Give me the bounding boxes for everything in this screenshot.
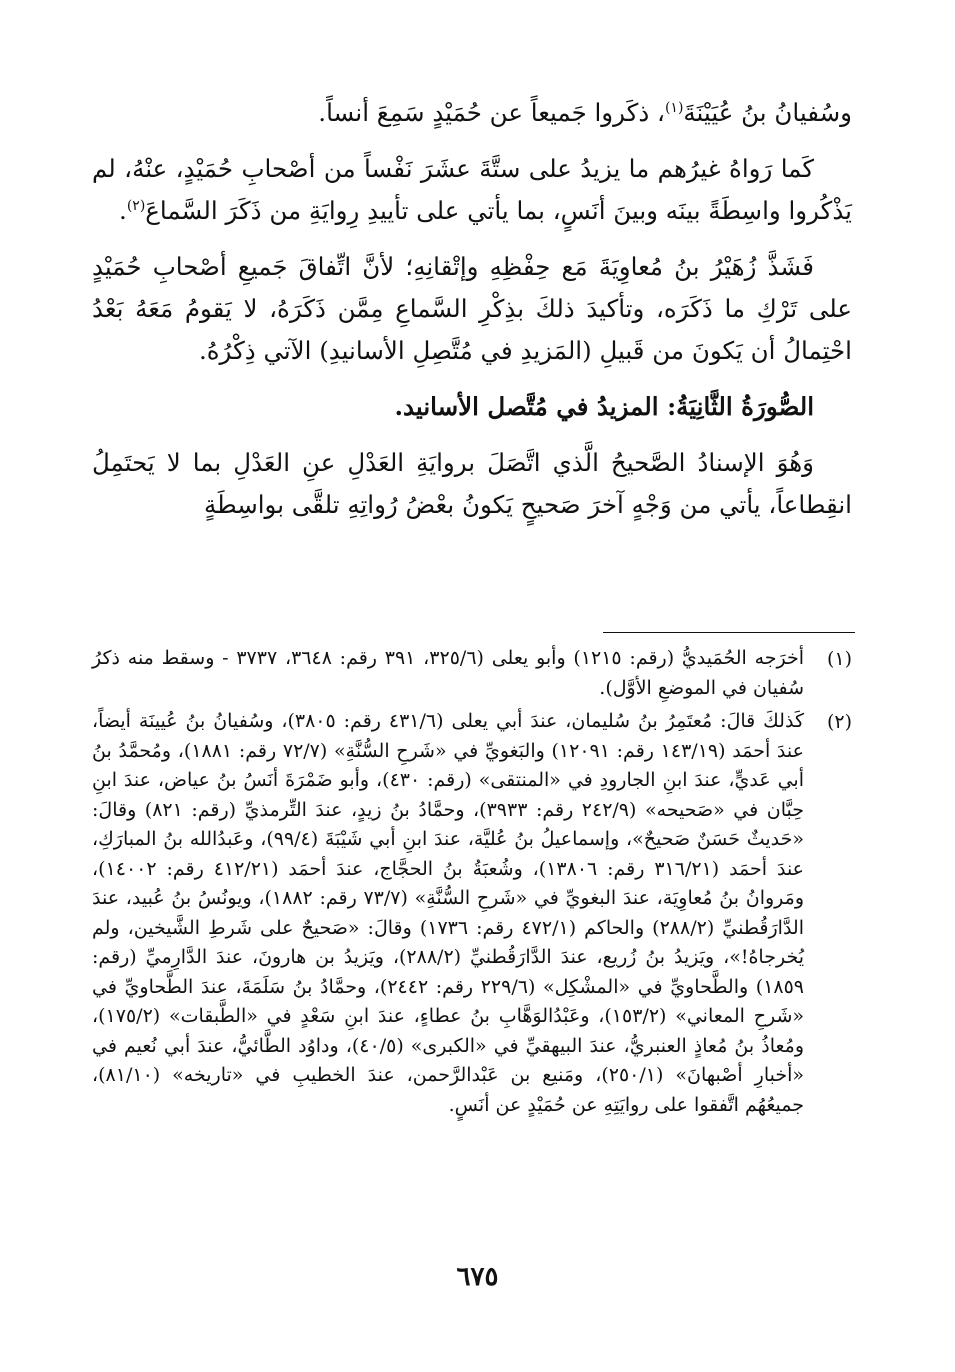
paragraph-2-tail: . <box>119 196 127 225</box>
footnote-1-number: (١) <box>826 648 852 670</box>
paragraph-1-tail: ، ذكَروا جَميعاً عن حُمَيْدٍ سَمِعَ أنساً. <box>318 98 665 127</box>
paragraph-3: فَشَذَّ زُهَيْرُ بنُ مُعاوِيَةَ مَع حِفْظِهِ وإتْقانِهِ؛ لأنَّ اتِّفاقَ جَميعِ أصْحابِ حُمَيْدٍ على تَرْكِ ما ذَكَرَه، وتأكيدَ ذلكَ بذِكْرِ السَّماعِ مِمَّن ذَكَرَهُ، لا يَقومُ مَعَهُ بَعْدُ احْتِمالُ أن يَكونَ من قَبيلِ (المَزيدِ في مُتَّصِلِ الأسانيدِ) الآتي ذِكْرُهُ. <box>92 252 852 365</box>
main-text <box>92 92 852 526</box>
paragraph-1-text: وسُفيانُ بنُ عُيَيْنَةَ <box>683 98 852 127</box>
paragraph-2-text: كَما رَواهُ غيرُهم ما يزيدُ على ستَّةَ عشَرَ نَفْساً من أصْحابِ حُمَيْدٍ، عنْهُ، لم يَذْكُروا واسِطَةً بينَه وبينَ أنَسٍ، بما يأتي على تأييدِ رِوايَةِ من ذَكَرَ السَّماعَ <box>92 154 852 225</box>
footnote-1-text: أخرَجه الحُمَيديُّ (رقم: ١٢١٥) وأبو يعلى (٣٢٥/٦، ٣٩١ رقم: ٣٦٤٨، ٣٧٣٧ - وسقط منه ذكرُ سُفيان في الموضعِ الأوَّل). <box>92 647 805 699</box>
footnote-divider <box>603 632 855 633</box>
footnote-2-text: كَذلكَ قالَ: مُعتَمِرُ بنُ سُليمان، عندَ أبي يعلى (٤٣١/٦ رقم: ٣٨٠٥)، وسُفيانُ بنُ عُيينَة أيضاً، عندَ أحمَد (١٤٣/١٩ رقم: ١٢٠٩١) والبَغويِّ في «شَرحِ السُّنَّةِ» (٧٢/٧ رقم: ١٨٨١)، ومُحمَّدُ بنُ أبي عَديٍّ، عندَ ابنِ الجارودِ في «المنتقى» (رقم: ٤٣٠)، وأبو ضَمْرَةَ أنَسُ بنُ عياض، عندَ ابنِ حِبَّان في «صَحيحه» (٢٤٢/٩ رقم: ٣٩٣٣)، وحمَّادُ بنُ زيدٍ، عندَ التِّرمذيِّ (رقم: ٨٢١) وقالَ: «حَديثٌ حَسَنٌ صَحيحٌ»، وإسماعيلُ بنُ عُليَّة، عندَ ابنِ أبي شَيْبَةَ (٩٩/٤)، وعَبدُالله بنُ المبارَكِ، عندَ أحمَد (٣١٦/٢١ رقم: ١٣٨٠٦)، وشُعبَةُ بنُ الحجَّاج، عندَ أحمَد (٤١٢/٢١ رقم: ١٤٠٠٢)، ومَروانُ بنُ مُعاوِيَة، عندَ البغويِّ في «شَرحِ السُّنَّةِ» (٧٣/٧ رقم: ١٨٨٢)، ويونُسُ بنُ عُبيد، عندَ الدَّارَقُطنيِّ (٢٨٨/٢) والحاكم (٤٧٢/١ رقم: ١٧٣٦) وقالَ: «صَحيحٌ على شَرطِ الشَّيخين، ولم يُخرجاهُ!»، ويَزيدُ بنُ زُريع، عندَ الدَّارَقُطنيِّ (٢٨٨/٢)، ويَزيدُ بن هارونَ، عندَ الدَّارِميِّ (رقم: ١٨٥٩) والطَّحاويِّ في «المشْكِل» (٢٢٩/٦ رقم: ٢٤٤٢)، وحمَّادُ بنُ سَلَمَةَ، عندَ الطَّحاويِّ في «شَرحِ المعاني» (١٥٣/٢)، وعَبْدُالوَهَّابِ بنُ عطاءٍ، عندَ ابنِ سَعْدٍ في «الطَّبقات» (١٧٥/٢)، ومُعاذُ بنُ مُعاذٍ العنبريُّ، عندَ البيهقيِّ في «الكبرى» (٤٠/٥)، وداوُد الطَّائيُّ، عندَ أبي نُعيم في «أخبارِ أصْبهانَ» (٢٥٠/١)، ومَنيع بن عَبْدالرَّحمن، عندَ الخطيبِ في «تاريخه» (٨١/١٠)، جميعُهُم اتَّفقوا على روايَتِهِ عن حُمَيْدٍ عن أنَسٍ. <box>92 710 805 1116</box>
section-heading: الصُّورَةُ الثَّانِيَةُ: المزيدُ في مُتَّصل الأسانيد. <box>394 392 814 421</box>
paragraph-1 <box>92 92 852 134</box>
footnote-2 <box>92 707 852 1120</box>
footnote-1 <box>92 644 852 703</box>
page-number: ٦٧٥ <box>456 1262 499 1292</box>
footnote-2-number: (٢) <box>826 711 852 733</box>
footnotes <box>92 644 852 1124</box>
footnote-ref-1[interactable]: (١) <box>664 99 684 116</box>
paragraph-2 <box>92 148 852 232</box>
footnote-ref-2[interactable]: (٢) <box>126 197 146 214</box>
paragraph-4: وَهُوَ الإسنادُ الصَّحيحُ الَّذي اتَّصَلَ بروايَةِ العَدْلِ عنِ العَدْلِ بما لا يَحتَمِلُ انقِطاعاً، يأتي من وَجْهٍ آخرَ صَحيحٍ يَكونُ بعْضُ رُواتِهِ تلقَّى بواسِطَةٍ <box>92 448 852 519</box>
